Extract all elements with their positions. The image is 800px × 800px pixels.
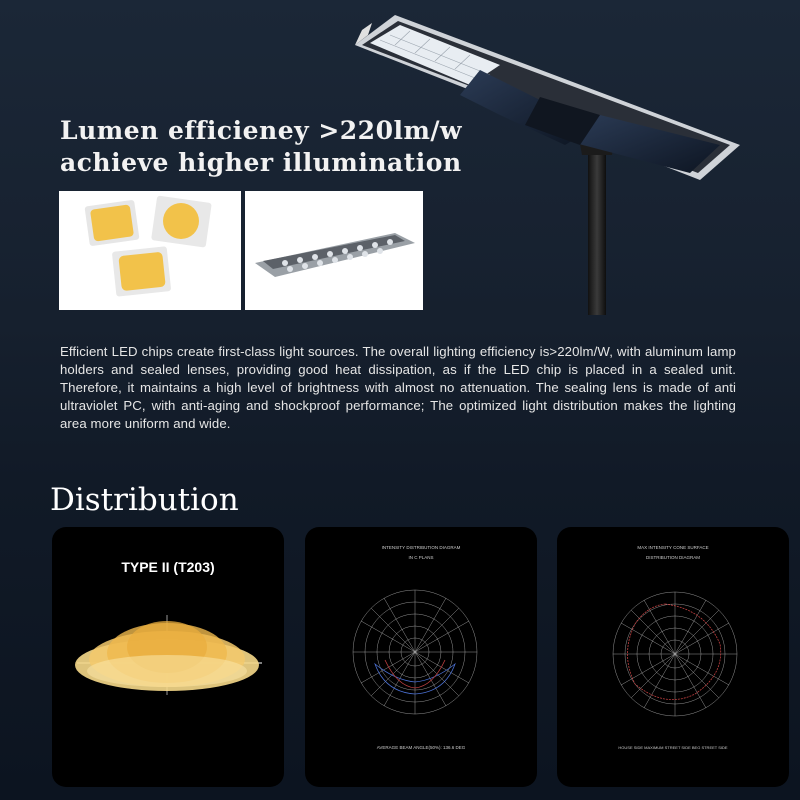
cone-surface-polar-diagram — [557, 527, 789, 787]
hero-title-line1: Lumen efficieney >220lm/w — [60, 116, 463, 145]
diagram2-title-line2: DISTRIBUTION DIAGRAM — [645, 555, 701, 560]
hero-title-line2: achieve higher illumination — [60, 148, 462, 177]
intensity-polar-diagram — [305, 527, 537, 787]
product-description: Efficient LED chips create first-class light sources. The overall lighting efficiency is>220lm/W, with aluminum lamp holders and sealed lenses, providing good heat dissipation, as if the LED chip is placed in a sealed unit. Therefore, it maintains a high level of brightness with almost no attenuation. The sealing lens is made of anti ultraviolet PC, with anti-aging and shockproof performance; The optimized light distribution makes the lighting area more uniform and wide. — [60, 344, 736, 432]
led-module-image — [245, 191, 423, 310]
diagram2-title-line1: MAX INTENSITY CONE SURFACE — [637, 545, 709, 550]
diagram1-footer: AVERAGE BEAM ANGLE(50%): 136.6 DEG — [376, 745, 466, 750]
cone-surface-panel — [557, 527, 789, 787]
diagram2-footer: HOUSE SIDE MAXIMUM STREET SIDE BEG STREET SIDE — [618, 745, 728, 750]
intensity-distribution-panel — [305, 527, 537, 787]
light-distribution-panel — [52, 527, 284, 787]
hero-title — [60, 115, 462, 179]
distribution-title: Distribution — [50, 482, 239, 518]
led-chips-image — [59, 191, 241, 310]
distribution-type-label: TYPE II (T203) — [121, 559, 215, 575]
diagram1-title-line2: IN C PLANS — [408, 555, 434, 560]
diagram1-title-line1: INTENSITY DISTRIBUTION DIAGRAM — [381, 545, 461, 550]
